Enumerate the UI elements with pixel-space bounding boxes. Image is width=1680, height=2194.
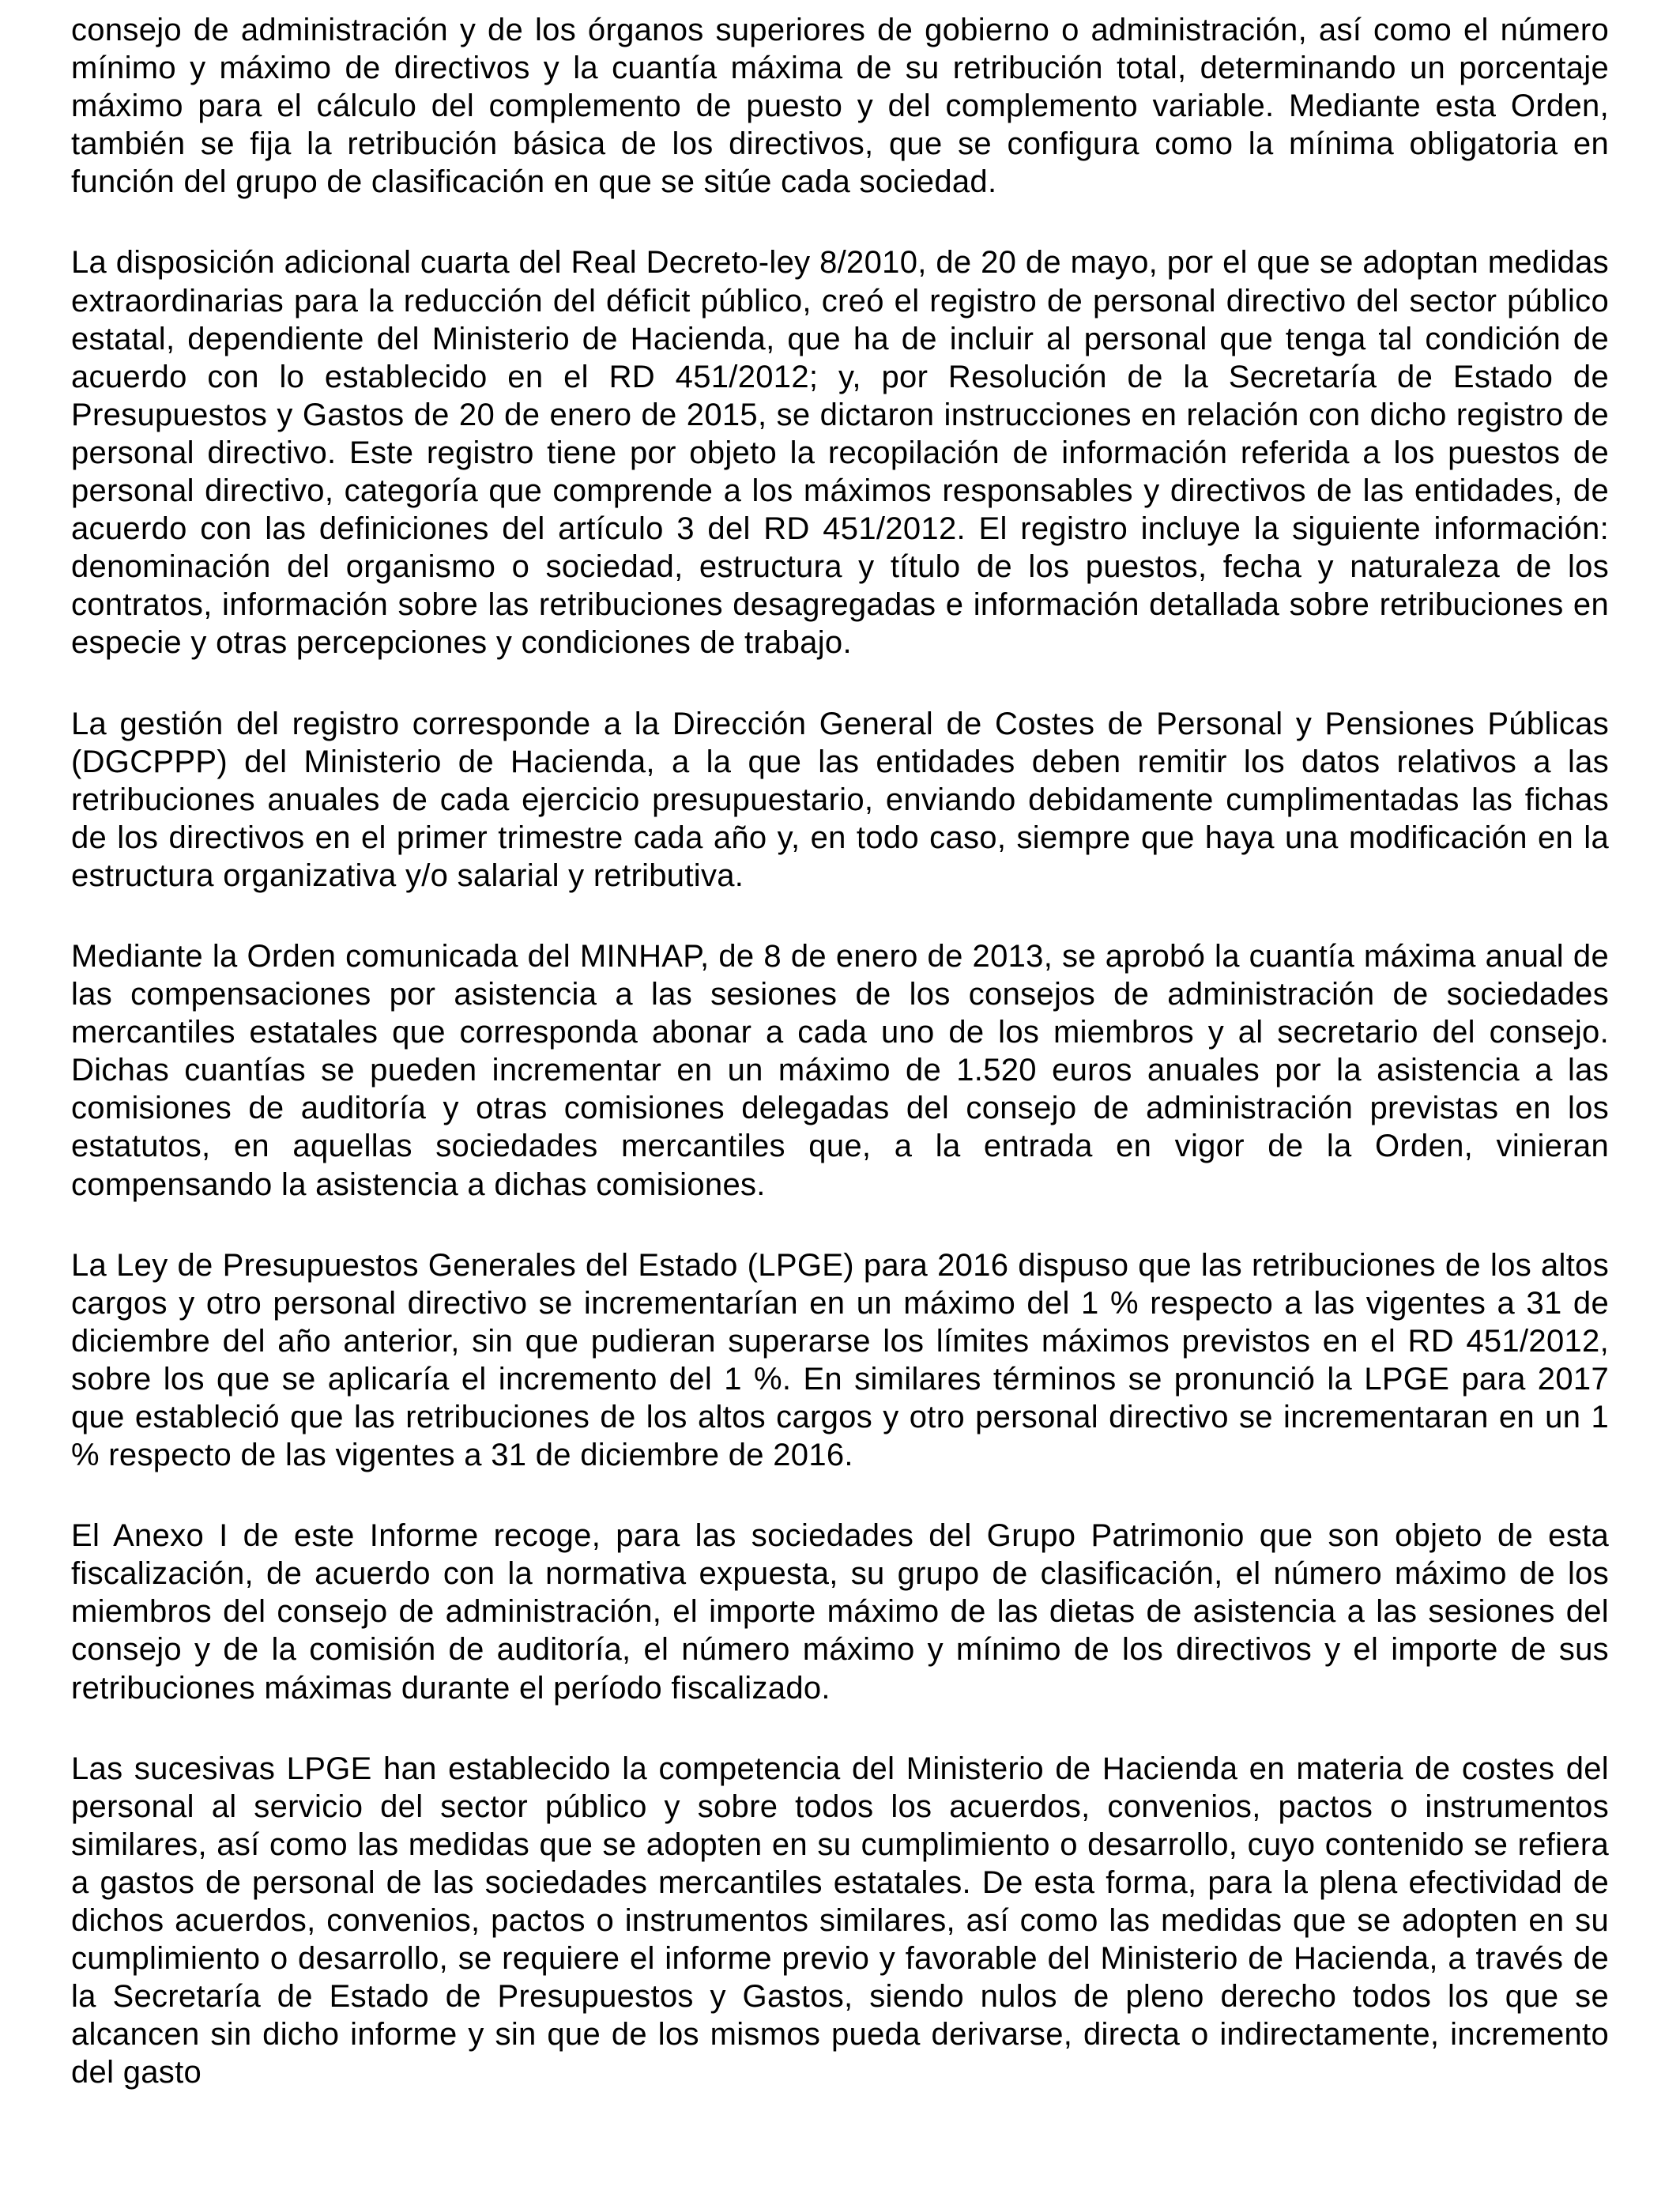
paragraph-registro-personal-directivo: La disposición adicional cuarta del Real Decreto-ley 8/2010, de 20 de mayo, por el que se adoptan medidas extraordinarias para la reducción del déficit público, creó el registro de personal directivo del sector público estatal, dependiente del Ministerio de Hacienda, que ha de incluir al personal que tenga tal condición de acuerdo con lo establecido en el RD 451/2012; y, por Resolución de la Secretaría de Estado de Presupuestos y Gastos de 20 de enero de 2015, se dictaron instrucciones en relación con dicho registro de personal directivo. Este registro tiene por objeto la recopilación de información referida a los puestos de personal directivo, categoría que comprende a los máximos responsables y directivos de las entidades, de acuerdo con las definiciones del artículo 3 del RD 451/2012. El registro incluye la siguiente información: denominación del organismo o sociedad, estructura y título de los puestos, fecha y naturaleza de los contratos, información sobre las retribuciones desagregadas e información detallada sobre retribuciones en especie y otras percepciones y condiciones de trabajo. <box>71 245 1609 661</box>
paragraph-retribucion-directivos: consejo de administración y de los órganos superiores de gobierno o administración, así como el número mínimo y máximo de directivos y la cuantía máxima de su retribución total, determinando un porcentaje máximo para el cálculo del complemento de puesto y del complemento variable. Mediante esta Orden, también se fija la retribución básica de los directivos, que se configura como la mínima obligatoria en función del grupo de clasificación en que se sitúe cada sociedad. <box>71 13 1609 200</box>
document-page <box>71 11 1609 2092</box>
paragraph-lpge-incrementos: La Ley de Presupuestos Generales del Estado (LPGE) para 2016 dispuso que las retribuciones de los altos cargos y otro personal directivo se incrementarían en un máximo del 1 % respecto a las vigentes a 31 de diciembre del año anterior, sin que pudieran superarse los límites máximos previstos en el RD 451/2012, sobre los que se aplicaría el incremento del 1 %. En similares términos se pronunció la LPGE para 2017 que estableció que las retribuciones de los altos cargos y otro personal directivo se incrementaran en un 1 % respecto de las vigentes a 31 de diciembre de 2016. <box>71 1247 1609 1473</box>
paragraph-gestion-registro: La gestión del registro corresponde a la Dirección General de Costes de Personal y Pensiones Públicas (DGCPPP) del Ministerio de Hacienda, a la que las entidades deben remitir los datos relativos a las retribuciones anuales de cada ejercicio presupuestario, enviando debidamente cumplimentadas las fichas de los directivos en el primer trimestre cada año y, en todo caso, siempre que haya una modificación en la estructura organizativa y/o salarial y retributiva. <box>71 706 1609 893</box>
paragraph-orden-compensaciones: Mediante la Orden comunicada del MINHAP, de 8 de enero de 2013, se aprobó la cuantía máxima anual de las compensaciones por asistencia a las sesiones de los consejos de administración de sociedades mercantiles estatales que corresponda abonar a cada uno de los miembros y al secretario del consejo. Dichas cuantías se pueden incrementar en un máximo de 1.520 euros anuales por la asistencia a las comisiones de auditoría y otras comisiones delegadas del consejo de administración previstas en los estatutos, en aquellas sociedades mercantiles que, a la entrada en vigor de la Orden, vinieran compensando la asistencia a dichas comisiones. <box>71 938 1609 1202</box>
paragraph-competencia-hacienda: Las sucesivas LPGE han establecido la competencia del Ministerio de Hacienda en materia de costes del personal al servicio del sector público y sobre todos los acuerdos, convenios, pactos o instrumentos similares, así como las medidas que se adopten en su cumplimiento o desarrollo, cuyo contenido se refiera a gastos de personal de las sociedades mercantiles estatales. De esta forma, para la plena efectividad de dichos acuerdos, convenios, pactos o instrumentos similares, así como las medidas que se adopten en su cumplimiento o desarrollo, se requiere el informe previo y favorable del Ministerio de Hacienda, a través de la Secretaría de Estado de Presupuestos y Gastos, siendo nulos de pleno derecho todos los que se alcancen sin dicho informe y sin que de los mismos pueda derivarse, directa o indirectamente, incremento del gasto <box>71 1751 1609 2090</box>
paragraph-anexo-i: El Anexo I de este Informe recoge, para las sociedades del Grupo Patrimonio que son objeto de esta fiscalización, de acuerdo con la normativa expuesta, su grupo de clasificación, el número máximo de los miembros del consejo de administración, el importe máximo de las dietas de asistencia a las sesiones del consejo y de la comisión de auditoría, el número máximo y mínimo de los directivos y el importe de sus retribuciones máximas durante el período fiscalizado. <box>71 1518 1609 1706</box>
